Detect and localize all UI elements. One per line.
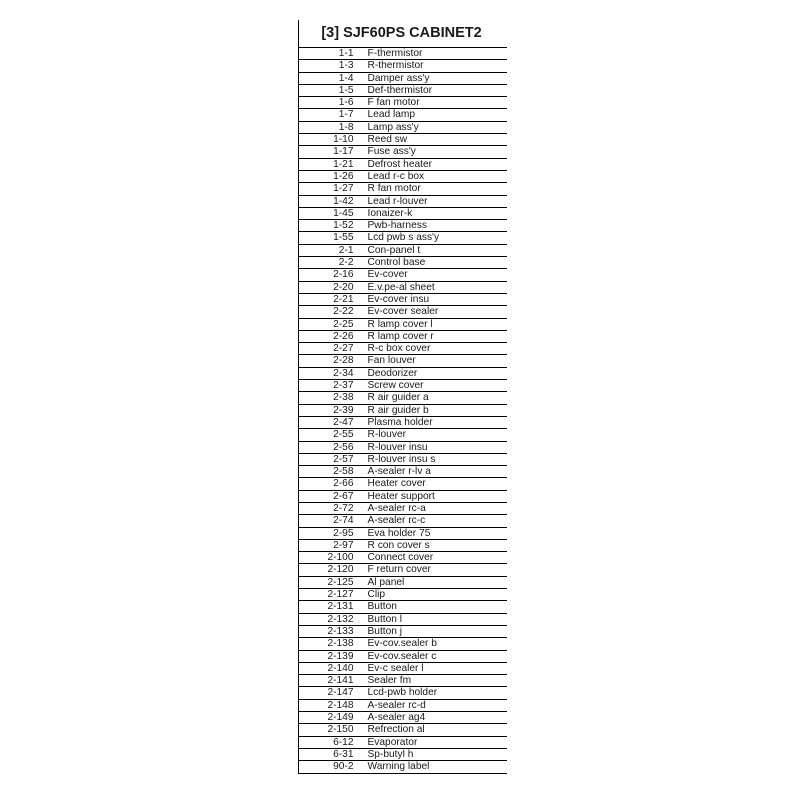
part-number: 1-21 [299,158,367,170]
part-name: R-louver [367,429,508,441]
part-number: 1-55 [299,232,367,244]
table-row [299,257,508,269]
part-name: E.v.pe-al sheet [367,281,508,293]
part-name: Button l [367,613,508,625]
part-name: R-c box cover [367,343,508,355]
part-name: R con cover s [367,539,508,551]
part-name: R-thermistor [367,60,508,72]
part-name: R-louver insu [367,441,508,453]
table-row [299,158,508,170]
table-row [299,207,508,219]
part-name: R air guider a [367,392,508,404]
part-name: F-thermistor [367,48,508,60]
part-name: Fan louver [367,355,508,367]
table-row [299,453,508,465]
table-row [299,281,508,293]
table-row [299,466,508,478]
part-number: 2-16 [299,269,367,281]
table-row [299,84,508,96]
part-name: Def-thermistor [367,84,508,96]
table-row [299,306,508,318]
part-name: Lcd pwb s ass'y [367,232,508,244]
part-number: 2-55 [299,429,367,441]
table-row [299,625,508,637]
part-name: Heater support [367,490,508,502]
part-name: Connect cover [367,552,508,564]
part-name: Ionaizer-k [367,207,508,219]
part-name: Con-panel t [367,244,508,256]
part-number: 2-21 [299,293,367,305]
part-name: R lamp cover r [367,330,508,342]
part-name: R-louver insu s [367,453,508,465]
part-number: 2-38 [299,392,367,404]
table-row [299,429,508,441]
part-number: 1-10 [299,134,367,146]
part-number: 2-125 [299,576,367,588]
part-number: 2-1 [299,244,367,256]
table-row [299,576,508,588]
table-row [299,502,508,514]
part-name: Lcd-pwb holder [367,687,508,699]
table-row [299,355,508,367]
part-name: Lead r-louver [367,195,508,207]
parts-table [298,48,507,774]
part-name: Ev-cover insu [367,293,508,305]
table-row [299,146,508,158]
table-row [299,478,508,490]
table-row [299,675,508,687]
part-name: A-sealer ag4 [367,712,508,724]
part-name: Control base [367,257,508,269]
part-number: 2-22 [299,306,367,318]
table-row [299,650,508,662]
table-row [299,699,508,711]
part-number: 1-4 [299,72,367,84]
part-name: Defrost heater [367,158,508,170]
part-number: 6-31 [299,748,367,760]
part-number: 2-2 [299,257,367,269]
part-name: Refrection al [367,724,508,736]
part-number: 2-132 [299,613,367,625]
part-name: Ev-c sealer l [367,662,508,674]
part-number: 6-12 [299,736,367,748]
part-name: A-sealer rc-c [367,515,508,527]
part-name: Reed sw [367,134,508,146]
part-name: Ev-cov.sealer b [367,638,508,650]
table-row [299,392,508,404]
table-row [299,220,508,232]
part-name: Warning label [367,761,508,773]
part-number: 2-28 [299,355,367,367]
part-name: A-sealer rc-a [367,502,508,514]
table-row [299,490,508,502]
part-name: R lamp cover l [367,318,508,330]
parts-list-sheet [298,20,507,774]
part-number: 2-141 [299,675,367,687]
table-row [299,638,508,650]
table-row [299,343,508,355]
part-name: Ev-cov.sealer c [367,650,508,662]
parts-table-body [299,48,508,773]
part-name: F return cover [367,564,508,576]
table-row [299,380,508,392]
part-number: 90-2 [299,761,367,773]
part-number: 2-95 [299,527,367,539]
part-number: 1-17 [299,146,367,158]
table-row [299,72,508,84]
table-row [299,367,508,379]
table-row [299,552,508,564]
table-row [299,515,508,527]
part-name: Lead lamp [367,109,508,121]
part-name: Button [367,601,508,613]
part-name: Button j [367,625,508,637]
table-row [299,687,508,699]
part-number: 2-139 [299,650,367,662]
part-number: 1-52 [299,220,367,232]
part-name: Pwb-harness [367,220,508,232]
table-row [299,748,508,760]
table-row [299,183,508,195]
part-number: 2-67 [299,490,367,502]
part-number: 1-6 [299,97,367,109]
part-number: 2-27 [299,343,367,355]
part-number: 2-34 [299,367,367,379]
part-number: 2-66 [299,478,367,490]
table-row [299,539,508,551]
part-name: Damper ass'y [367,72,508,84]
part-number: 1-27 [299,183,367,195]
table-row [299,441,508,453]
part-number: 2-127 [299,589,367,601]
part-name: Ev-cover sealer [367,306,508,318]
part-name: A-sealer rc-d [367,699,508,711]
table-row [299,613,508,625]
part-number: 2-57 [299,453,367,465]
part-name: Eva holder 75 [367,527,508,539]
part-name: Plasma holder [367,416,508,428]
part-number: 2-147 [299,687,367,699]
part-number: 1-1 [299,48,367,60]
table-row [299,736,508,748]
table-row [299,170,508,182]
part-number: 2-47 [299,416,367,428]
parts-list-title: [3] SJF60PS CABINET2 [298,20,507,47]
part-number: 1-5 [299,84,367,96]
table-row [299,712,508,724]
table-row [299,195,508,207]
part-number: 1-42 [299,195,367,207]
table-row [299,330,508,342]
table-row [299,97,508,109]
part-number: 2-56 [299,441,367,453]
part-number: 2-20 [299,281,367,293]
table-row [299,293,508,305]
part-number: 2-100 [299,552,367,564]
table-row [299,589,508,601]
part-name: Clip [367,589,508,601]
table-row [299,662,508,674]
part-number: 2-138 [299,638,367,650]
part-number: 2-148 [299,699,367,711]
part-name: Evaporator [367,736,508,748]
part-number: 2-131 [299,601,367,613]
part-name: Sp-butyl h [367,748,508,760]
table-row [299,244,508,256]
part-name: Fuse ass'y [367,146,508,158]
table-row [299,416,508,428]
part-name: Al panel [367,576,508,588]
part-number: 2-37 [299,380,367,392]
table-row [299,404,508,416]
part-name: Ev-cover [367,269,508,281]
part-number: 2-150 [299,724,367,736]
part-number: 2-133 [299,625,367,637]
part-name: R air guider b [367,404,508,416]
table-row [299,60,508,72]
table-row [299,318,508,330]
part-number: 1-26 [299,170,367,182]
table-row [299,527,508,539]
part-number: 1-8 [299,121,367,133]
part-name: Lamp ass'y [367,121,508,133]
part-number: 2-39 [299,404,367,416]
table-row [299,601,508,613]
part-name: Sealer fm [367,675,508,687]
table-row [299,724,508,736]
table-row [299,269,508,281]
part-number: 2-72 [299,502,367,514]
part-name: F fan motor [367,97,508,109]
part-number: 2-140 [299,662,367,674]
part-name: Lead r-c box [367,170,508,182]
table-row [299,48,508,60]
part-number: 2-97 [299,539,367,551]
part-number: 1-3 [299,60,367,72]
table-row [299,121,508,133]
part-name: A-sealer r-lv a [367,466,508,478]
part-number: 2-58 [299,466,367,478]
part-name: Screw cover [367,380,508,392]
part-number: 2-120 [299,564,367,576]
part-number: 2-149 [299,712,367,724]
table-row [299,761,508,773]
table-row [299,564,508,576]
part-number: 1-7 [299,109,367,121]
part-number: 1-45 [299,207,367,219]
table-row [299,134,508,146]
part-name: Heater cover [367,478,508,490]
part-name: Deodorizer [367,367,508,379]
part-number: 2-26 [299,330,367,342]
table-row [299,109,508,121]
part-name: R fan motor [367,183,508,195]
table-row [299,232,508,244]
part-number: 2-25 [299,318,367,330]
part-number: 2-74 [299,515,367,527]
